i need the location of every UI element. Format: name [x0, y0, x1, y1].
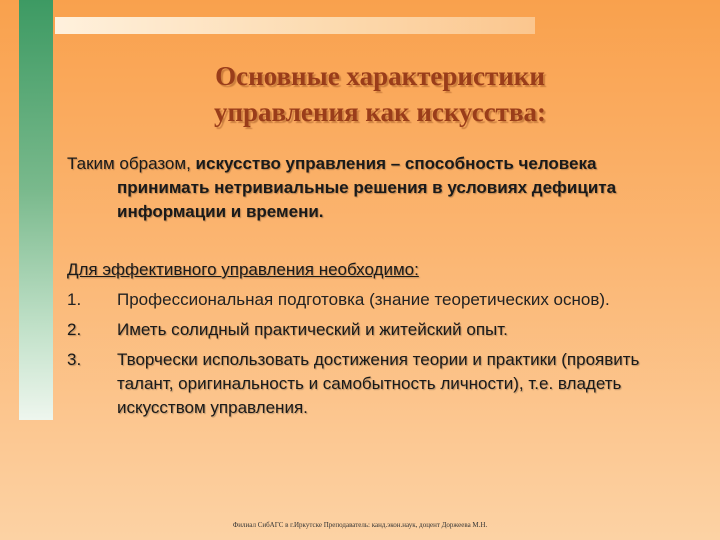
slide-content: [67, 152, 667, 426]
list-item-text: Профессиональная подготовка (знание теоретических основ).: [117, 290, 610, 309]
decorative-top-strip: [55, 17, 535, 34]
intro-lead: Таким образом,: [67, 154, 191, 173]
list-item: [67, 318, 667, 342]
need-heading: Для эффективного управления необходимо:: [67, 260, 419, 279]
list-item-number: 2.: [67, 320, 82, 339]
slide-footer: Филиал СибАГС в г.Иркутске Преподаватель: канд.экон.наук, доцент Доржеева М.Н.: [232, 521, 488, 529]
decorative-green-bar: [19, 0, 53, 420]
title-line-1: Основные характеристики: [215, 61, 545, 91]
title-line-2: управления как искусства:: [213, 97, 547, 127]
intro-bold-text: искусство управления – способность человека принимать нетривиальные решения в условиях дефицита информации и времени.: [117, 154, 617, 221]
slide-title: [60, 58, 700, 130]
list-item-text: Творчески использовать достижения теории и практики (проявить талант, оригинальность и самобытность личности), т.е. владеть искусством управления.: [117, 350, 640, 417]
list-item-number: 1.: [67, 290, 82, 309]
list-item-text: Иметь солидный практический и житейский опыт.: [117, 320, 508, 339]
intro-paragraph: [67, 152, 667, 224]
requirements-list: [67, 288, 667, 420]
list-item-number: 3.: [67, 350, 82, 369]
list-item: [67, 288, 667, 312]
list-item: [67, 348, 667, 420]
